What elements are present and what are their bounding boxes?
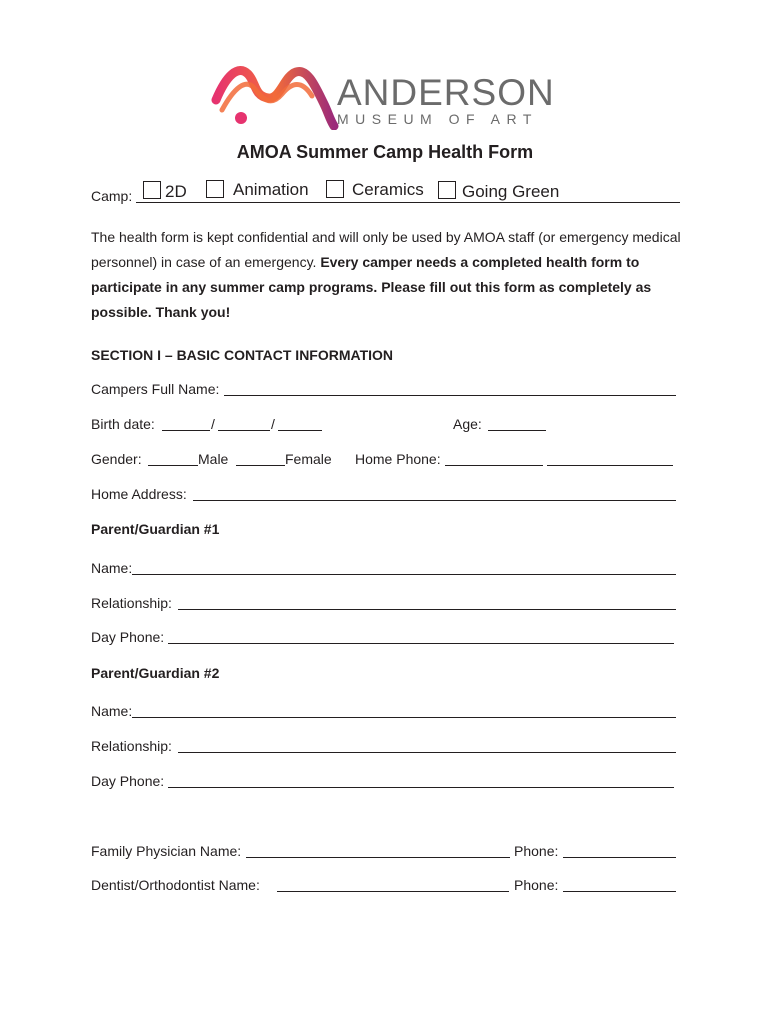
- guardian1-day-phone-label: Day Phone:: [91, 629, 165, 645]
- full-name-field[interactable]: [224, 395, 676, 396]
- home-phone-number-field[interactable]: [547, 465, 673, 466]
- section-heading: SECTION I – BASIC CONTACT INFORMATION: [91, 347, 394, 363]
- female-field[interactable]: [236, 465, 285, 466]
- physician-phone-label: Phone:: [514, 843, 559, 859]
- guardian2-relationship-label: Relationship:: [91, 738, 172, 754]
- camp-going-green-checkbox[interactable]: [438, 181, 456, 199]
- birth-year-field[interactable]: [278, 430, 322, 431]
- guardian2-relationship-field[interactable]: [178, 752, 676, 753]
- age-field[interactable]: [488, 430, 546, 431]
- logo-wordmark: ANDERSON: [337, 72, 555, 113]
- guardian2-heading: Parent/Guardian #2: [91, 665, 220, 681]
- guardian2-day-phone-field[interactable]: [168, 787, 674, 788]
- family-physician-label: Family Physician Name:: [91, 843, 242, 859]
- date-separator: /: [211, 416, 215, 432]
- form-title: AMOA Summer Camp Health Form: [236, 142, 534, 162]
- camp-2d-label: 2D: [165, 182, 187, 201]
- camp-going-green-label: Going Green: [462, 182, 560, 201]
- birth-date-label: Birth date:: [91, 416, 155, 432]
- logo-subtitle: MUSEUM OF ART: [337, 111, 538, 127]
- camp-animation-checkbox[interactable]: [206, 180, 224, 198]
- guardian1-name-label: Name:: [91, 560, 133, 576]
- female-label: Female: [285, 451, 332, 467]
- camp-underline: [136, 202, 680, 203]
- camp-animation-label: Animation: [233, 180, 309, 199]
- date-separator: /: [271, 416, 275, 432]
- home-phone-area-field[interactable]: [445, 465, 543, 466]
- guardian1-day-phone-field[interactable]: [168, 643, 674, 644]
- intro-paragraph: [91, 225, 691, 325]
- camp-label: Camp:: [91, 188, 133, 204]
- dentist-label: Dentist/Orthodontist Name:: [91, 877, 260, 893]
- guardian1-relationship-field[interactable]: [178, 609, 676, 610]
- physician-phone-field[interactable]: [563, 857, 676, 858]
- camp-2d-checkbox[interactable]: [143, 181, 161, 199]
- home-phone-label: Home Phone:: [355, 451, 441, 467]
- guardian1-heading: Parent/Guardian #1: [91, 521, 220, 537]
- guardian1-name-field[interactable]: [132, 574, 676, 575]
- guardian2-name-label: Name:: [91, 703, 133, 719]
- camp-ceramics-label: Ceramics: [352, 180, 424, 199]
- birth-month-field[interactable]: [162, 430, 210, 431]
- home-address-field[interactable]: [193, 500, 676, 501]
- camp-ceramics-checkbox[interactable]: [326, 180, 344, 198]
- birth-day-field[interactable]: [218, 430, 270, 431]
- full-name-label: Campers Full Name:: [91, 381, 220, 397]
- home-address-label: Home Address:: [91, 486, 187, 502]
- guardian1-relationship-label: Relationship:: [91, 595, 172, 611]
- age-label: Age:: [453, 416, 482, 432]
- dentist-phone-field[interactable]: [563, 891, 676, 892]
- intro-bold-text: Every camper needs a completed health form to participate in any summer camp programs. Please fill out this form as completely as possible. Thank you!: [91, 254, 652, 320]
- dentist-phone-label: Phone:: [514, 877, 559, 893]
- guardian2-name-field[interactable]: [132, 717, 676, 718]
- guardian2-day-phone-label: Day Phone:: [91, 773, 165, 789]
- gender-label: Gender:: [91, 451, 142, 467]
- male-label: Male: [198, 451, 229, 467]
- male-field[interactable]: [148, 465, 198, 466]
- intro-text: The health form is kept confidential and will only be used by AMOA staff (or emergency medical personnel) in case of an emergency.: [91, 229, 681, 270]
- dentist-field[interactable]: [277, 891, 509, 892]
- family-physician-field[interactable]: [246, 857, 510, 858]
